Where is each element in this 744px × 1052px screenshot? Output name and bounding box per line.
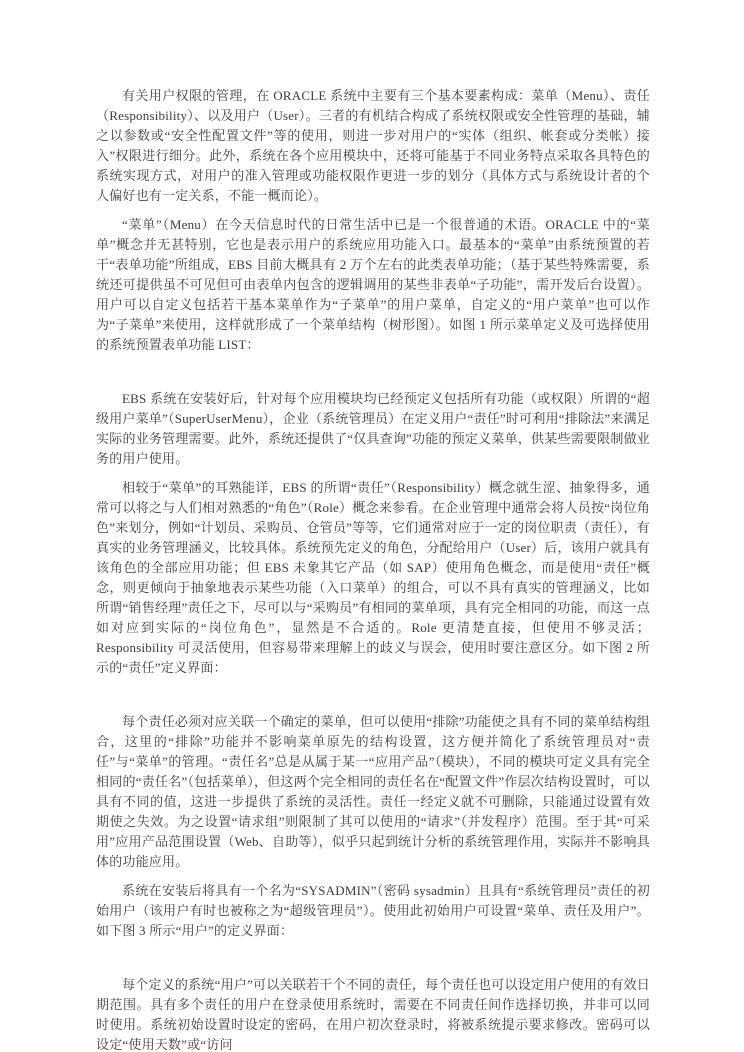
paragraph-1: 有关用户权限的管理，在 ORACLE 系统中主要有三个基本要素构成：菜单（Menu）、责任（Responsibility）、以及用户（User）。三者的有机结合构成了系统权限或安全性管理的基础，辅之以参数或“安全性配置文件”等的使用，则进一步对用户的“实体（组织、帐套或分类帐）接入”权限进行细分。此外，系统在各个应用模块中，还将可能基于不同业务特点采取各具特色的系统实现方式，对用户的准入管理或功能权限作更进一步的划分（具体方式与系统设计者的个人偏好也有一定关系，不能一概而论）。 (96, 88, 650, 203)
document-body (96, 86, 650, 1052)
paragraph-5: 每个责任必须对应关联一个确定的菜单，但可以使用“排除”功能使之具有不同的菜单结构组合，这里的“排除”功能并不影响菜单原先的结构设置，这方便并简化了系统管理员对“责任”与“菜单”的管理。“责任名”总是从属于某一“应用产品”（模块），不同的模块可定义具有完全相同的“责任名”（包括菜单），但这两个完全相同的责任名在“配置文件”作层次结构设置时，可以具有不同的值，这进一步提供了系统的灵活性。责任一经定义就不可删除，只能通过设置有效期使之失效。为之设置“请求组”则限制了其可以使用的“请求”（并发程序）范围。至于其“可采用”应用产品范围设置（Web、自助等），似乎只起到统计分析的系统管理作用，实际并不影响具体的功能应用。 (96, 714, 650, 869)
paragraph-3: EBS 系统在安装好后，针对每个应用模块均已经预定义包括所有功能（或权限）所谓的“超级用户菜单”（SuperUserMenu），企业（系统管理员）在定义用户“责任”时可利用“排除法”来满足实际的业务管理需要。此外，系统还提供了“仅具查询”功能的预定义菜单，供某些需要限制做业务的用户使用。 (96, 391, 650, 466)
paragraph-2: “菜单”（Menu）在今天信息时代的日常生活中已是一个很普通的术语。ORACLE 中的“菜单”概念并无甚特别，它也是表示用户的系统应用功能入口。最基本的“菜单”由系统预置的若干“表单功能”所组成，EBS 目前大概具有 2 万个左右的此类表单功能；（基于某些特殊需要，系统还可提供虽不可见但可由表单内包含的逻辑调用的某些非表单“子功能”，需开发后台设置）。用户可以自定义包括若干基本菜单作为“子菜单”的用户菜单，自定义的“用户菜单”也可以作为“子菜单”来使用，这样就形成了一个菜单结构（树形图）。如图 1 所示菜单定义及可选择使用的系统预置表单功能 LIST： (96, 217, 650, 352)
paragraph-4: 相较于“菜单”的耳熟能详，EBS 的所谓“责任”（Responsibility）概念就生涩、抽象得多，通常可以将之与人们相对熟悉的“角色”（Role）概念来参看。在企业管理中通常会将人员按“岗位角色”来划分，例如“计划员、采购员、仓管员”等等，它们通常对应于一定的岗位职责（责任），有真实的业务管理涵义，比较具体。系统预先定义的角色，分配给用户（User）后，该用户就具有该角色的全部应用功能；但 EBS 未象其它产品（如 SAP）使用角色概念，而是使用“责任”概念，则更倾向于抽象地表示某些功能（入口菜单）的组合，可以不具有真实的管理涵义，比如所谓“销售经理”责任之下，尽可以与“采购员”有相同的菜单项，具有完全相同的功能，而这一点如对应到实际的“岗位角色”，显然是不合适的。Role 更清楚直接，但使用不够灵活；Responsibility 可灵活使用，但容易带来理解上的歧义与误会，使用时要注意区分。如下图 2 所示的“责任”定义界面： (96, 480, 650, 675)
paragraph-7: 每个定义的系统“用户”可以关联若干个不同的责任，每个责任也可以设定用户使用的有效日期范围。具有多个责任的用户在登录使用系统时，需要在不同责任间作选择切换，并非可以同时使用。系统初始设置时设定的密码，在用户初次登录时，将被系统提示要求修改。密码可以设定“使用天数”或“访问 (96, 977, 650, 1052)
paragraph-6: 系统在安装后将具有一个名为“SYSADMIN”（密码 sysadmin）且具有“系统管理员”责任的初始用户（该用户有时也被称之为“超级管理员”）。使用此初始用户可设置“菜单、责任及用户”。如下图 3 所示“用户”的定义界面： (96, 883, 650, 938)
